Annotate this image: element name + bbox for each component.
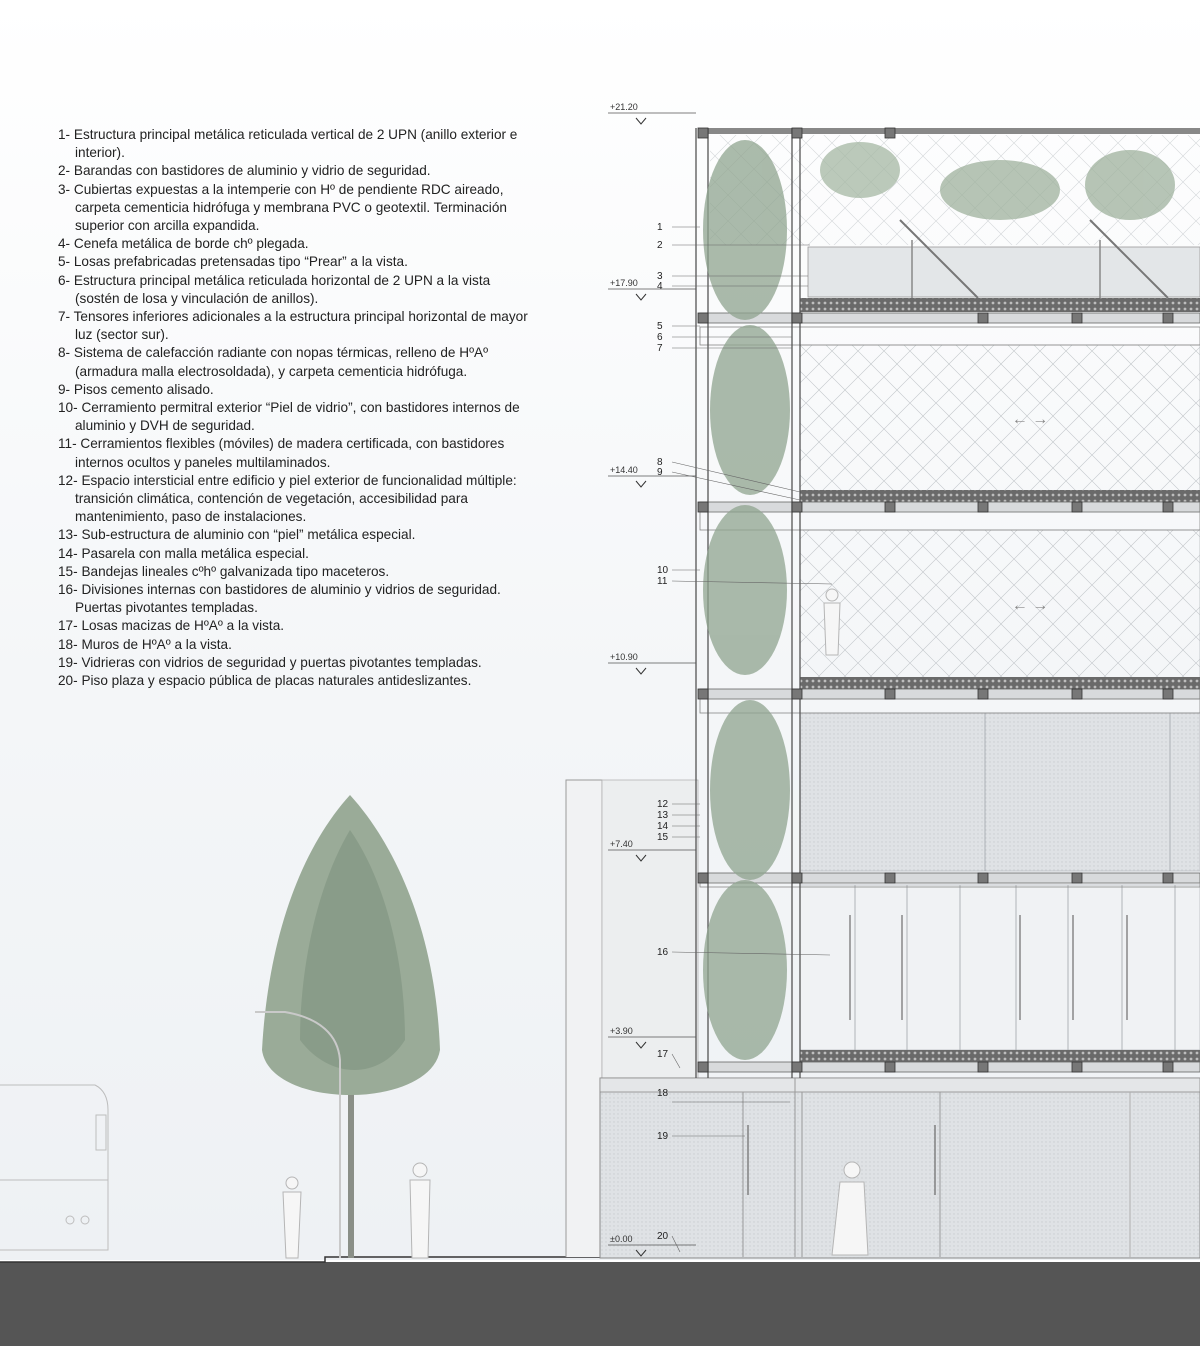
level-marker (608, 465, 696, 487)
legend-item: 2- Barandas con bastidores de aluminio y vidrio de seguridad. (58, 163, 431, 179)
legend-item: 12- Espacio intersticial entre edificio y piel exterior de funcionalidad múltiple: transición climática, contención de vegetación, accesibilidad para mantenimiento, paso de instalaciones. (58, 472, 517, 525)
callout-number: 12 (657, 799, 669, 810)
callout-number: 7 (657, 343, 663, 354)
level-marker (608, 278, 696, 300)
callout-number: 3 (657, 271, 663, 282)
callout-number: 6 (657, 332, 663, 343)
callout-number: 17 (657, 1049, 669, 1060)
svg-text:+7.40: +7.40 (610, 839, 633, 849)
callout-number: 14 (657, 821, 669, 832)
callout-number: 2 (657, 240, 663, 251)
legend-item: 3- Cubiertas expuestas a la intemperie con Hº de pendiente RDC aireado, carpeta cementicia hidrófuga y membrana PVC o geotextil. Terminación superior con arcilla expandida. (58, 181, 507, 234)
callout-number: 8 (657, 457, 663, 468)
legend-item: 13- Sub-estructura de aluminio con “piel” metálica especial. (58, 527, 416, 543)
level-marker (608, 102, 696, 124)
svg-text:+17.90: +17.90 (610, 278, 638, 288)
legend-item: 15- Bandejas lineales cºhº galvanizada tipo maceteros. (58, 563, 390, 579)
legend-item: 8- Sistema de calefacción radiante con nopas térmicas, relleno de HºAº (armadura malla electrosoldada), y carpeta cementicia hidrófuga. (58, 345, 489, 379)
callout-number: 5 (657, 321, 663, 332)
legend-item: 6- Estructura principal metálica reticulada horizontal de 2 UPN a la vista (sostén de losa y vinculación de anillos). (58, 272, 491, 306)
callout-number: 19 (657, 1131, 669, 1142)
street-ground (0, 1262, 1200, 1346)
svg-text:+21.20: +21.20 (610, 102, 638, 112)
legend-item: 18- Muros de HºAº a la vista. (58, 636, 232, 652)
legend-item: 9- Pisos cemento alisado. (58, 381, 214, 397)
level-marker (608, 652, 696, 674)
legend-item: 5- Losas prefabricadas pretensadas tipo “Prear” a la vista. (58, 254, 408, 270)
callout-number: 1 (657, 222, 663, 233)
ground-floor-base (600, 1078, 1200, 1258)
callout-number: 13 (657, 810, 669, 821)
callout-number: 10 (657, 565, 669, 576)
legend-item: 16- Divisiones internas con bastidores de aluminio y vidrios de seguridad. Puertas pivotantes templadas. (58, 582, 501, 616)
legend-item: 14- Pasarela con malla metálica especial. (58, 545, 309, 561)
callout-number: 18 (657, 1088, 669, 1099)
sliding-arrows-icon: ← → (1011, 411, 1049, 428)
legend-item: 7- Tensores inferiores adicionales a la estructura principal horizontal de mayor luz (sector sur). (58, 309, 528, 343)
legend-item: 20- Piso plaza y espacio pública de placas naturales antideslizantes. (58, 673, 472, 689)
legend-item: 19- Vidrieras con vidrios de seguridad y puertas pivotantes templadas. (58, 654, 482, 670)
legend-item: 10- Cerramiento permitral exterior “Piel de vidrio”, con bastidores internos de aluminio y DVH de seguridad. (58, 400, 520, 434)
svg-text:+10.90: +10.90 (610, 652, 638, 662)
callout-number: 15 (657, 832, 669, 843)
legend-item: 4- Cenefa metálica de borde chº plegada. (58, 236, 309, 252)
legend-item: 17- Losas macizas de HºAº a la vista. (58, 618, 285, 634)
legend-item: 1- Estructura principal metálica reticulada vertical de 2 UPN (anillo exterior e interior). (58, 127, 518, 161)
callout-number: 20 (657, 1231, 669, 1242)
svg-text:+3.90: +3.90 (610, 1026, 633, 1036)
callout-number: 4 (657, 281, 663, 292)
callout-number: 16 (657, 947, 669, 958)
bus-outline (0, 1085, 108, 1250)
callout-number: 11 (657, 576, 668, 587)
svg-text:+14.40: +14.40 (610, 465, 638, 475)
legend-item: 11- Cerramientos flexibles (móviles) de madera certificada, con bastidores internos ocultos y paneles multilaminados. (58, 436, 505, 470)
sliding-arrows-icon: ← → (1011, 597, 1049, 614)
callout-number: 9 (657, 467, 663, 478)
svg-text:±0.00: ±0.00 (610, 1234, 633, 1244)
